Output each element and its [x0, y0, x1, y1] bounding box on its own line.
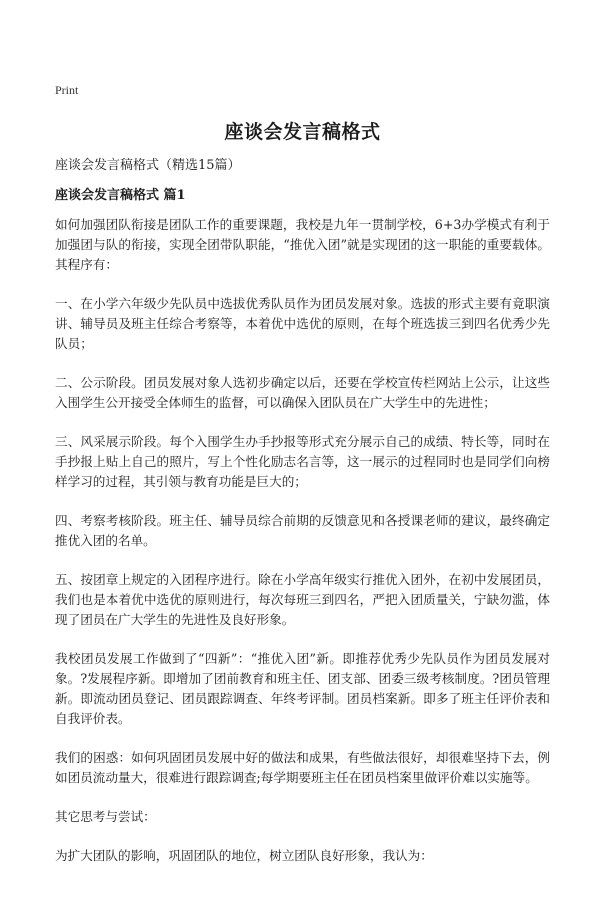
article-body — [55, 215, 550, 885]
paragraph-step-5: 五、按团章上规定的入团程序进行。除在小学高年级实行推优入团外，在初中发展团员，我们也是本着优中选优的原则进行，每次每班三到四名，严把入团质量关，宁缺勿滥，体现了团员在广大学生的先进性及良好形象。 — [55, 572, 550, 627]
paragraph-intro: 如何加强团队衔接是团队工作的重要课题，我校是九年一贯制学校，6+3办学模式有利于加强团与队的衔接，实现全团带队职能，“推优入团”就是实现团的这一职能的重要载体。其程序有： — [55, 217, 550, 272]
paragraph-confusion: 我们的困惑：如何巩固团员发展中好的做法和成果，有些做法很好，却很难坚持下去，例如团员流动量大，很难进行跟踪调查;每学期要班主任在团员档案里做评价难以实施等。 — [55, 750, 550, 785]
section-heading: 座谈会发言稿格式 篇1 — [55, 188, 186, 203]
paragraph-other-thoughts: 其它思考与尝试： — [55, 809, 156, 824]
paragraph-step-2: 二、公示阶段。团员发展对象人选初步确定以后，还要在学校宣传栏网站上公示，让这些入围学生公开接受全体师生的监督，可以确保入团队员在广大学生中的先进性； — [55, 375, 550, 410]
paragraph-suggestion: 为扩大团队的影响，巩固团队的地位，树立团队良好形象，我认为： — [55, 848, 433, 863]
paragraph-step-1: 一、在小学六年级少先队员中选拔优秀队员作为团员发展对象。选拔的形式主要有竟职演讲、辅导员及班主任综合考察等，本着优中选优的原则，在每个班选拔三到四名优秀少先队员； — [55, 296, 550, 351]
paragraph-step-3: 三、风采展示阶段。每个入围学生办手抄报等形式充分展示自己的成绩、特长等，同时在手抄报上贴上自己的照片，写上个性化励志名言等，这一展示的过程同时也是同学们向榜样学习的过程，其引领与教育功能是巨大的； — [55, 434, 550, 489]
page-title: 座谈会发言稿格式 — [224, 121, 381, 143]
document-subtitle: 座谈会发言稿格式（精选15篇） — [55, 158, 241, 173]
paragraph-step-4: 四、考察考核阶段。班主任、辅导员综合前期的反馈意见和各授课老师的建议，最终确定推优入团的名单。 — [55, 513, 550, 548]
print-link[interactable]: Print — [55, 83, 79, 97]
paragraph-four-new: 我校团员发展工作做到了“四新”：“推优入团”新。即推荐优秀少先队员作为团员发展对象。?发展程序新。即增加了团前教育和班主任、团支部、团委三级考核制度。?团员管理新。即流动团员登记、团员跟踪调查、年终考评制。团员档案新。即多了班主任评价表和自我评价表。 — [55, 651, 550, 726]
